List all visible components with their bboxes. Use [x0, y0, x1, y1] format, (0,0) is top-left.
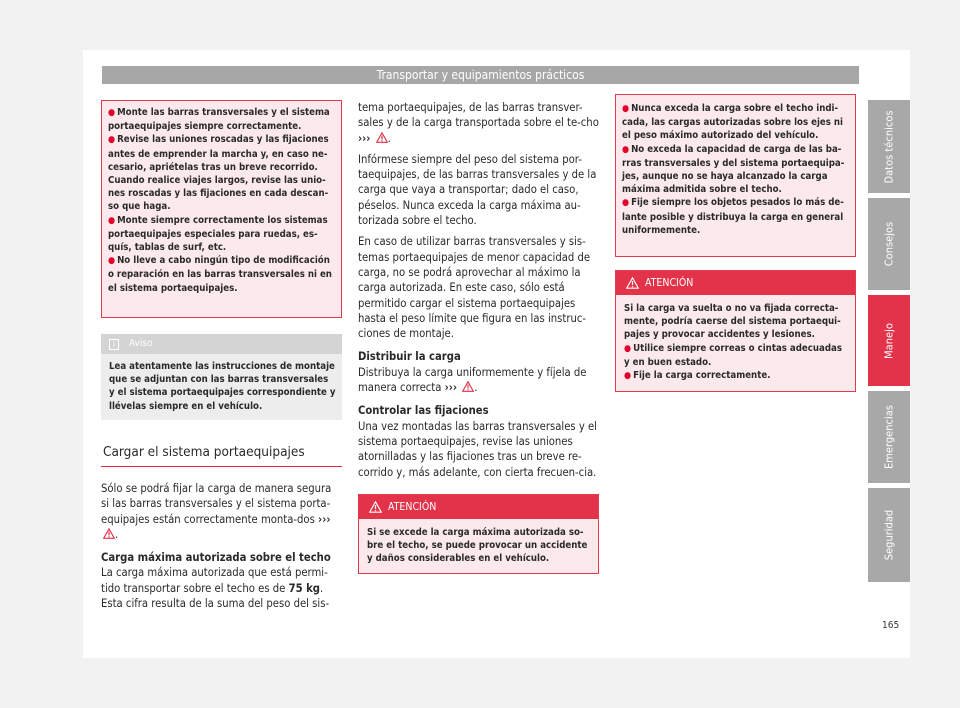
list-item: ● No exceda la capacidad de carga de las ba-rras transversales y del sistema portaequipa-jes, aunque no se haya alcanzado la carga máxima admitida sobre el techo.: [622, 143, 845, 196]
list-item: ● Utilice siempre correas o cintas adecuadas y en buen estado.: [624, 342, 842, 368]
list-item: ● Monte siempre correctamente los sistemas portaequipajes especiales para ruedas, es-quís, tablas de surf, etc.: [108, 214, 328, 254]
subheading: Carga máxima autorizada sobre el techo: [101, 551, 331, 565]
warning-box: [615, 270, 856, 392]
note-box: [101, 334, 342, 420]
warning-triangle-icon: [369, 501, 382, 513]
column-3: [615, 94, 856, 392]
list-item: ● No lleve a cabo ningún tipo de modificación o reparación en las barras transversales ni en el sistema portaequipajes.: [108, 255, 332, 294]
paragraph: Una vez montadas las barras transversales y el sistema portaequipajes, revise las uniones atornilladas y las fijaciones tras un breve re-corrido y, más adelante, con cierta frecuen-cia.: [358, 419, 597, 479]
paragraph: tema portaequipajes, de las barras transver-sales y de la carga transportada sobre el te-cho ››› .: [358, 101, 599, 145]
warning-triangle-icon: [376, 132, 388, 143]
warning-title: ATENCIÓN: [359, 495, 598, 519]
subheading: Distribuir la carga: [358, 350, 461, 364]
warning-triangle-icon: [626, 277, 639, 289]
tab-emergencias[interactable]: Emergencias: [868, 391, 910, 483]
cross-reference[interactable]: ›››: [318, 512, 331, 526]
list-item: ● Fije la carga correctamente.: [624, 370, 771, 382]
tab-seguridad[interactable]: Seguridad: [868, 488, 910, 582]
warning-body: Si se excede la carga máxima autorizada so-bre el techo, se puede provocar un accidente y daños considerables en el vehículo.: [367, 526, 588, 565]
list-item: ● Revise las uniones roscadas y las fijaciones antes de emprender la marcha y, en caso ne-cesario, apriételas tras un breve recorrido. Cuando realice viajes largos, revise las unio-nes roscadas y las fijaciones en cada descan-so que haga.: [108, 134, 329, 213]
info-icon: i: [109, 339, 119, 350]
column-1: [101, 100, 342, 611]
list-item: ● Monte las barras transversales y el sistema portaequipajes siempre correctamente.: [108, 107, 330, 133]
paragraph: Infórmese siempre del peso del sistema por-taequipajes, de las barras transversales y de la carga que vaya a transportar; dado el caso, péselos. Nunca exceda la carga máxima au-torizada sobre el techo.: [358, 152, 597, 228]
paragraph: Distribuya la carga uniformemente y fíjela de manera correcta ››› .: [358, 365, 587, 395]
subheading: Controlar las fijaciones: [358, 404, 489, 418]
section-title: Cargar el sistema portaequipajes: [101, 444, 342, 467]
note-title: i Aviso: [101, 334, 342, 354]
tab-manejo[interactable]: Manejo: [868, 295, 910, 386]
warning-continued-box: [615, 94, 856, 257]
warning-triangle-icon: [103, 528, 115, 539]
tab-datos-tecnicos[interactable]: Datos técnicos: [868, 100, 910, 193]
cross-reference[interactable]: ›››: [358, 131, 371, 145]
warning-box: [358, 494, 599, 575]
list-item: ● Nunca exceda la carga sobre el techo indi-cada, las cargas autorizadas sobre los ejes ni el peso máximo autorizado del vehículo.: [622, 103, 844, 142]
warning-body: Si la carga va suelta o no va fijada correcta-mente, podría caerse del sistema portaequi-pajes y provocar accidentes y lesiones. ● Utilice siempre correas o cintas adecuadas y en buen estado. ● Fije la carga correctamente.: [616, 295, 855, 391]
paragraph: En caso de utilizar barras transversales y sis-temas portaequipajes de menor capacidad de carga, no se podrá aprovechar al máximo la carga autorizada. En este caso, sólo está permitido cargar el sistema portaequipajes hasta el peso límite que figura en las instruc-ciones de montaje.: [358, 235, 591, 341]
list-item: ● Fije siempre los objetos pesados lo más de-lante posible y distribuya la carga en general uniformemente.: [622, 197, 844, 236]
page-number: 165: [882, 620, 900, 631]
cross-reference[interactable]: ›››: [444, 381, 458, 395]
column-2: [358, 100, 599, 574]
warning-title: ATENCIÓN: [616, 271, 855, 295]
note-body: Lea atentamente las instrucciones de montaje que se adjuntan con las barras transversales y el sistema portaequipajes correspondiente y llévelas siempre en el vehículo.: [109, 361, 336, 412]
page-header: Transportar y equipamientos prácticos: [102, 66, 859, 84]
warning-continued-box: [101, 100, 342, 318]
warning-triangle-icon: [462, 381, 474, 392]
tab-consejos[interactable]: Consejos: [868, 198, 910, 290]
paragraph: La carga máxima autorizada que está permi-tido transportar sobre el techo es de 75 kg. Esta cifra resulta de la suma del peso del sis-: [101, 566, 330, 611]
intro-paragraph: Sólo se podrá fijar la carga de manera segura si las barras transversales y el sistema porta-equipajes están correctamente monta-dos ››› .: [101, 482, 332, 541]
